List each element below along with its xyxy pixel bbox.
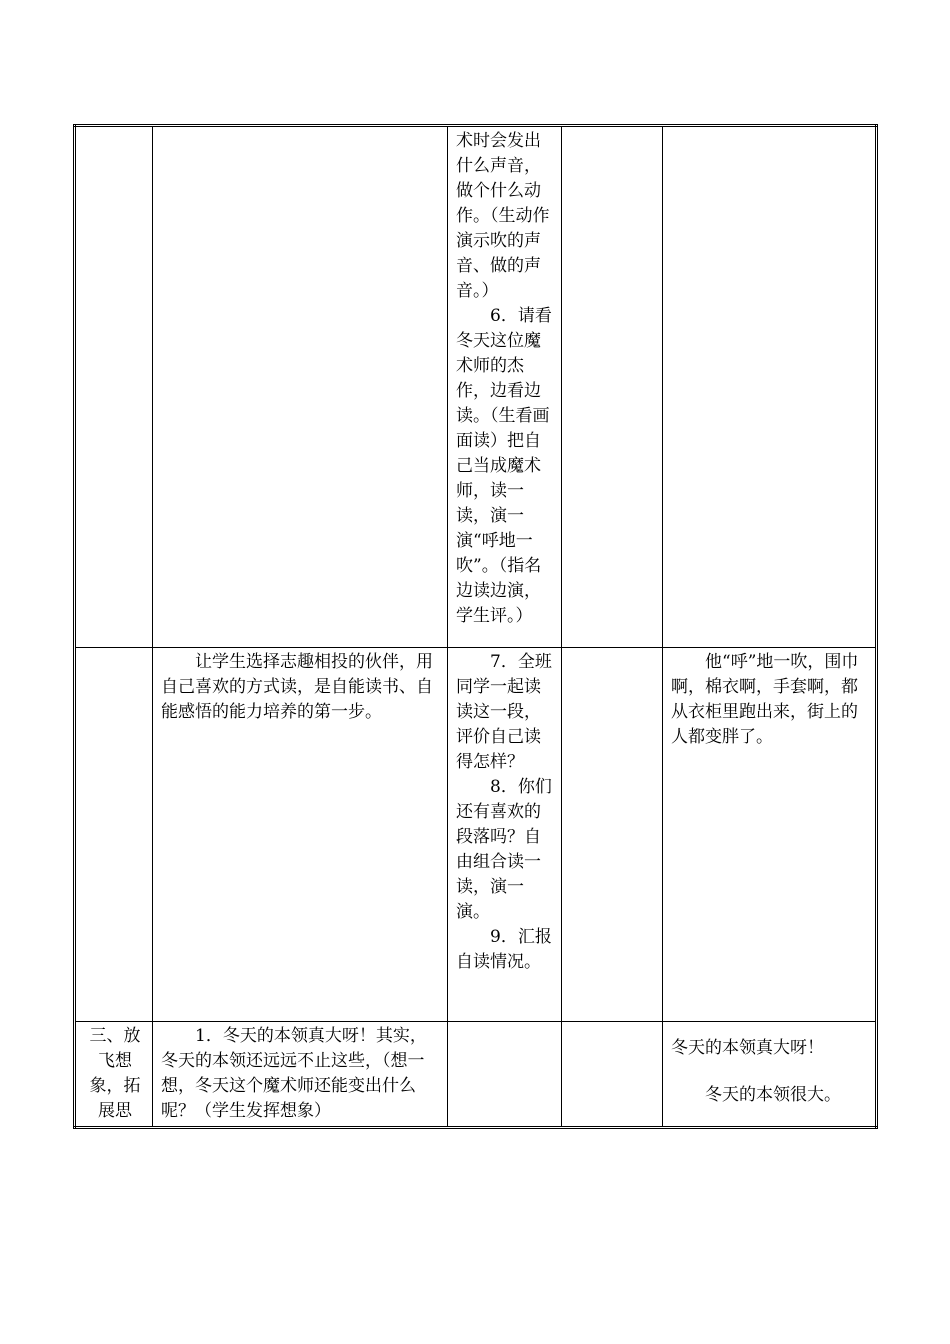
table-row [75, 648, 877, 1022]
design-note-text: 1．冬天的本领真大呀！其实，冬天的本领还远远不止这些，（想一想，冬天这个魔术师还能变出什么呢？（学生发挥想象） [161, 1026, 427, 1121]
table-row [75, 126, 877, 648]
lesson-plan-table [73, 124, 878, 1129]
design-note-cell [153, 126, 448, 648]
spacer [671, 1061, 869, 1083]
stage-cell [75, 648, 153, 1022]
process-paragraph: 6．请看冬天这位魔术师的杰作，边看边读。（生看画面读）把自己当成魔术师，读一读，演一演“呼地一吹”。（指名边读边演，学生评。） [456, 306, 552, 626]
board-cell [663, 126, 877, 648]
board-line: 冬天的本领真大呀！ [671, 1038, 824, 1058]
media-cell [562, 126, 663, 648]
process-paragraph: 术时会发出什么声音，做个什么动作。（生动作演示吹的声音、做的声音。） [456, 131, 550, 301]
process-paragraph: 8．你们还有喜欢的段落吗？自由组合读一读，演一演。 [456, 777, 552, 922]
stage-cell [75, 126, 153, 648]
media-cell [562, 648, 663, 1022]
process-paragraph: 7．全班同学一起读读这一段，评价自己读得怎样？ [456, 652, 552, 772]
board-cell [663, 1022, 877, 1128]
board-line: 冬天的本领很大。 [705, 1085, 841, 1105]
process-cell [448, 126, 562, 648]
process-cell [448, 1022, 562, 1128]
media-cell [562, 1022, 663, 1128]
design-note-cell [153, 648, 448, 1022]
table-row [75, 1022, 877, 1128]
process-paragraph: 9．汇报自读情况。 [456, 927, 552, 972]
board-text: 他“呼”地一吹，围巾啊，棉衣啊，手套啊，都从衣柜里跑出来，街上的人都变胖了。 [671, 652, 859, 747]
design-note-text: 让学生选择志趣相投的伙伴，用自己喜欢的方式读，是自能读书、自能感悟的能力培养的第一步。 [161, 652, 433, 722]
design-note-cell [153, 1022, 448, 1128]
stage-cell: 三、放飞想象，拓展思 [75, 1022, 153, 1128]
board-cell [663, 648, 877, 1022]
process-cell [448, 648, 562, 1022]
